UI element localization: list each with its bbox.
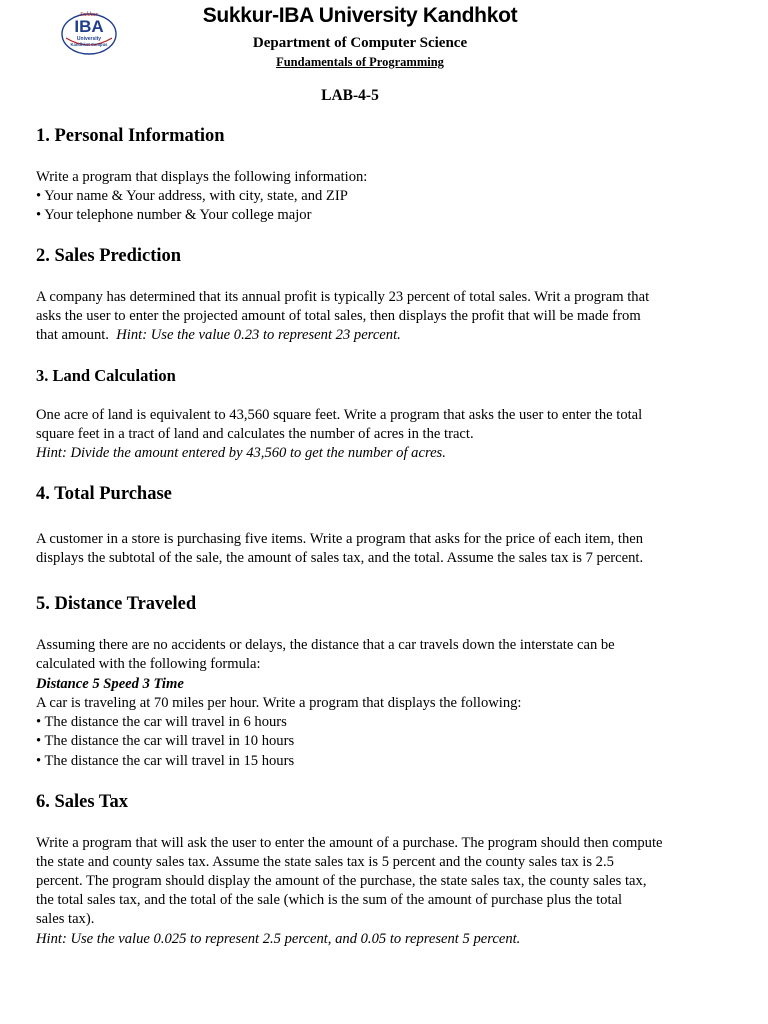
logo-text-main: IBA	[74, 17, 104, 36]
section-5-heading: 5. Distance Traveled	[36, 594, 197, 614]
section-5-line-4: • The distance the car will travel in 6 hours	[36, 714, 287, 730]
section-4-line-2: displays the subtotal of the sale, the amount of sales tax, and the total. Assume the sales tax is 7 percent.	[36, 550, 644, 566]
logo-text-sub1: University	[76, 36, 102, 42]
section-5-formula: Distance 5 Speed 3 Time	[36, 676, 184, 692]
section-2-line-2: asks the user to enter the projected amount of total sales, then displays the profit that will be made from	[36, 308, 641, 324]
section-2-line-3	[36, 326, 401, 345]
department-name: Department of Computer Science	[252, 35, 468, 51]
section-2-line-1: A company has determined that its annual profit is typically 23 percent of total sales. Writ a program that	[36, 289, 650, 305]
university-name: Sukkur-IBA University Kandhkot	[202, 4, 518, 27]
section-5-line-5: • The distance the car will travel in 10 hours	[36, 733, 295, 749]
section-2-heading: 2. Sales Prediction	[36, 246, 182, 266]
lab-title: LAB-4-5	[321, 87, 379, 104]
section-5-line-1: Assuming there are no accidents or delays, the distance that a car travels down the interstate can be	[36, 637, 615, 653]
section-6-line-3: percent. The program should display the amount of the purchase, the state sales tax, the county sales tax,	[36, 873, 647, 889]
section-1-line-3: • Your telephone number & Your college major	[36, 207, 312, 223]
section-4-line-1: A customer in a store is purchasing five items. Write a program that asks for the price of each item, then	[36, 531, 644, 547]
course-name-text: Fundamentals of Programming	[276, 55, 444, 69]
section-1-line-1: Write a program that displays the following information:	[36, 169, 368, 185]
section-2-line-3-text: that amount.	[36, 327, 109, 343]
section-6-heading: 6. Sales Tax	[36, 792, 129, 812]
section-3-hint: Hint: Divide the amount entered by 43,560 to get the number of acres.	[36, 445, 446, 461]
section-6-line-5: sales tax).	[36, 911, 95, 927]
section-2-hint: Hint: Use the value 0.23 to represent 23 percent.	[116, 327, 401, 343]
section-6-line-4: the total sales tax, and the total of the sale (which is the sum of the amount of purchase plus the total	[36, 892, 623, 908]
course-name	[180, 55, 540, 70]
section-5-line-3: A car is traveling at 70 miles per hour. Write a program that displays the following:	[36, 695, 522, 711]
section-3-line-1: One acre of land is equivalent to 43,560 square feet. Write a program that asks the user to enter the total	[36, 407, 643, 423]
section-1-line-2: • Your name & Your address, with city, state, and ZIP	[36, 188, 348, 204]
logo-text-sub2: Kandhkot Campus	[70, 42, 108, 47]
section-4-heading: 4. Total Purchase	[36, 484, 172, 504]
university-logo	[58, 8, 120, 56]
section-3-heading: 3. Land Calculation	[36, 366, 176, 385]
section-5-line-6: • The distance the car will travel in 15 hours	[36, 753, 295, 769]
section-6-line-1: Write a program that will ask the user to enter the amount of a purchase. The program should then compute	[36, 835, 663, 851]
section-5-line-2: calculated with the following formula:	[36, 656, 261, 672]
section-6-line-2: the state and county sales tax. Assume the state sales tax is 5 percent and the county sales tax is 2.5	[36, 854, 614, 870]
logo-text-top: Sukkur	[79, 11, 99, 18]
section-1-heading: 1. Personal Information	[36, 126, 225, 146]
section-6-hint: Hint: Use the value 0.025 to represent 2.5 percent, and 0.05 to represent 5 percent.	[36, 931, 521, 947]
section-3-line-2: square feet in a tract of land and calculates the number of acres in the tract.	[36, 426, 474, 442]
